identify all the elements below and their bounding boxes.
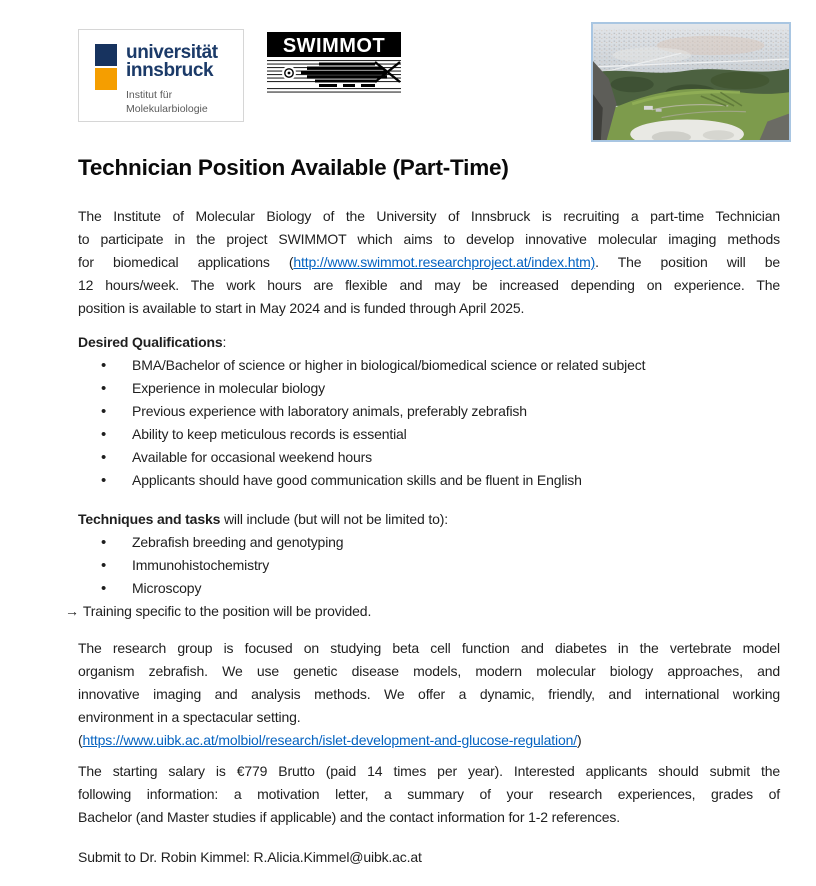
header xyxy=(78,22,780,145)
list-item: • Ability to keep meticulous records is essential xyxy=(78,423,780,446)
techniques-list xyxy=(78,531,780,600)
swimmot-project-link[interactable]: http://www.swimmot.researchproject.at/index.htm) xyxy=(293,254,596,270)
intro-line xyxy=(78,251,780,274)
list-item: • Applicants should have good communication skills and be fluent in English xyxy=(78,469,780,492)
intro-line: to participate in the project SWIMMOT which aims to develop innovative molecular imaging methods xyxy=(78,231,780,247)
uibk-research-group-link[interactable]: https://www.uibk.ac.at/molbiol/research/islet-development-and-glucose-regulation/ xyxy=(82,732,577,748)
techniques-heading-rest: will include (but will not be limited to): xyxy=(220,511,448,527)
qualifications-list xyxy=(78,354,780,492)
intro-line: position is available to start in May 2024 and is funded through April 2025. xyxy=(78,300,525,316)
submit-contact-line: Submit to Dr. Robin Kimmel: R.Alicia.Kimmel@uibk.ac.at xyxy=(78,849,422,865)
intro-line: The Institute of Molecular Biology of the University of Innsbruck is recruiting a part-time Technician xyxy=(78,208,780,224)
mountain-valley-photo-illustration xyxy=(593,24,789,140)
salary-paragraph xyxy=(78,760,780,829)
university-innsbruck-logo xyxy=(78,29,244,122)
techniques-heading-bold: Techniques and tasks xyxy=(78,511,221,527)
qualifications-heading xyxy=(78,331,780,354)
intro-paragraph xyxy=(78,205,780,320)
list-item: • Experience in molecular biology xyxy=(78,377,780,400)
list-item: • Previous experience with laboratory animals, preferably zebrafish xyxy=(78,400,780,423)
svg-text:SWIMMOT: SWIMMOT xyxy=(282,35,386,57)
salary-line: The starting salary is €779 Brutto (paid 14 times per year). Interested applicants should submit the xyxy=(78,763,780,779)
innsbruck-aerial-photo xyxy=(591,22,791,142)
right-arrow-icon: → xyxy=(65,603,79,619)
training-note-text: Training specific to the position will be provided. xyxy=(82,603,372,619)
research-link-close-paren: ) xyxy=(576,732,582,748)
intro-line3-post: . The position will be xyxy=(595,254,780,270)
qualifications-heading-text: Desired Qualifications xyxy=(78,334,223,350)
swimmot-logo xyxy=(267,32,401,97)
page-title: Technician Position Available (Part-Time) xyxy=(78,155,509,180)
list-item: • Zebrafish breeding and genotyping xyxy=(78,531,780,554)
qualifications-heading-colon: : xyxy=(222,334,227,350)
research-paragraph xyxy=(78,637,780,752)
list-item: • BMA/Bachelor of science or higher in biological/biomedical science or related subject xyxy=(78,354,780,377)
research-link-line xyxy=(78,729,780,752)
orange-square-icon xyxy=(95,68,117,90)
research-line: organism zebrafish. We use genetic disease models, modern molecular biology approaches, and xyxy=(78,663,780,679)
institute-name-line2: Molekularbiologie xyxy=(126,102,208,115)
training-note xyxy=(65,600,780,623)
research-line: environment in a spectacular setting. xyxy=(78,709,301,725)
research-link-open-paren: ( xyxy=(78,732,83,748)
salary-line: following information: a motivation letter, a summary of your research experiences, grades of xyxy=(78,786,780,802)
research-line: The research group is focused on studying beta cell function and diabetes in the vertebrate model xyxy=(78,640,780,656)
university-name-line1: universität xyxy=(126,42,218,63)
salary-line: Bachelor (and Master studies if applicable) and the contact information for 1-2 references. xyxy=(78,809,620,825)
list-item: • Immunohistochemistry xyxy=(78,554,780,577)
navy-square-icon xyxy=(95,44,117,66)
list-item: • Microscopy xyxy=(78,577,780,600)
list-item: • Available for occasional weekend hours xyxy=(78,446,780,469)
techniques-heading xyxy=(78,508,780,531)
research-line: innovative imaging and analysis methods. We offer a dynamic, friendly, and international working xyxy=(78,686,780,702)
swimmot-zebrafish-icon xyxy=(267,32,401,97)
institute-name-line1: Institut für xyxy=(126,89,173,101)
university-name-line2: innsbruck xyxy=(126,60,214,81)
intro-line: 12 hours/week. The work hours are flexible and may be increased depending on experience. The xyxy=(78,277,780,293)
university-logo-squares xyxy=(95,44,117,121)
intro-line3-pre: for biomedical applications ( xyxy=(78,254,294,270)
